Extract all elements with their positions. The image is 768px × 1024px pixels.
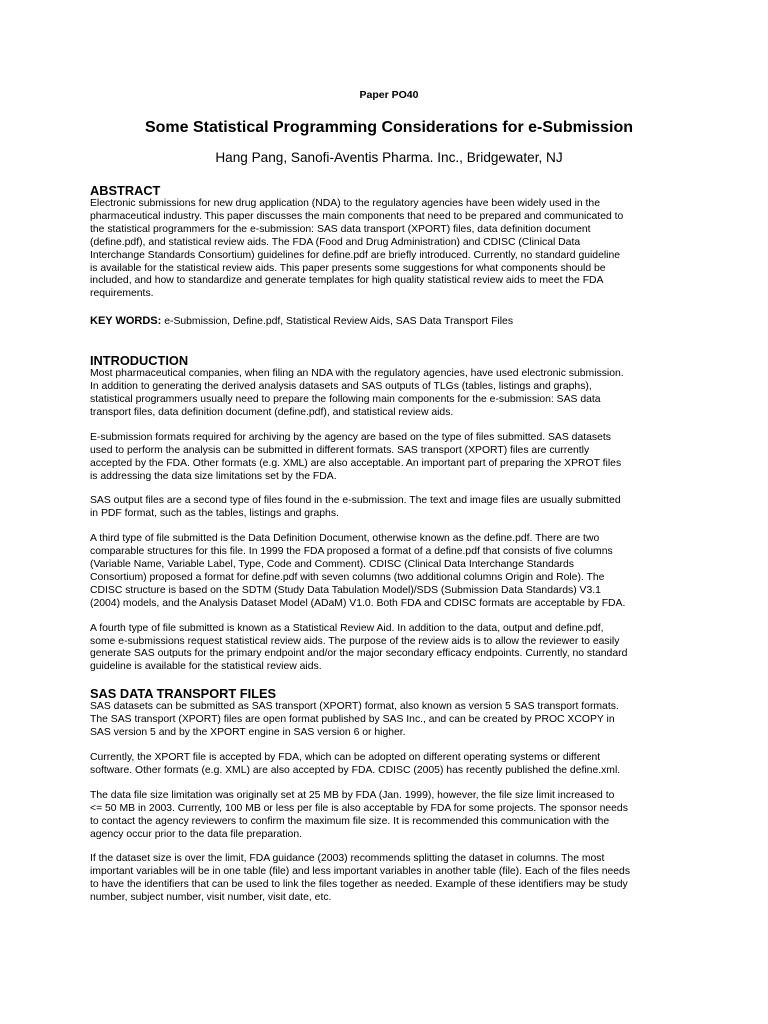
intro-line: SAS output files are a second type of files found in the e-submission. The text and image files are usually submitted: [90, 495, 621, 507]
abstract-line: the statistical programmers for the e-submission: SAS data transport (XPORT) files, data definition document: [90, 223, 591, 235]
transport-heading: SAS DATA TRANSPORT FILES: [90, 686, 277, 702]
introduction-section: [90, 353, 688, 674]
intro-line: is addressing the data size limitations set by the FDA.: [90, 470, 337, 482]
intro-line: CDISC structure is based on the SDTM (Study Data Tabulation Model)/SDS (Submission Data Standards) V3.1: [90, 584, 601, 596]
transport-line: to contact the agency reviewers to confirm the maximum file size. It is recommended this communication with the: [90, 815, 610, 827]
transport-line: If the dataset size is over the limit, FDA guidance (2003) recommends splitting the dataset in columns. The most: [90, 853, 605, 865]
intro-line: comparable structures for this file. In 1999 the FDA proposed a format of a define.pdf that consists of five columns: [90, 546, 613, 558]
transport-paragraph: [90, 853, 688, 905]
abstract-paragraph: [90, 198, 688, 301]
abstract-line: requirements.: [90, 288, 154, 300]
paper-number: Paper PO40: [359, 89, 419, 101]
abstract-line: included, and how to standardize and generate templates for high quality statistical review aids to meet the FDA: [90, 275, 604, 287]
transport-line: number, subject number, visit number, visit date, etc.: [90, 892, 332, 904]
intro-paragraph: [90, 495, 688, 521]
abstract-section: [90, 183, 688, 301]
intro-paragraph: [90, 432, 688, 484]
transport-paragraph: [90, 701, 688, 740]
intro-line: statistical programmers usually need to prepare the following main components for the e-submission: SAS data: [90, 393, 601, 405]
author-line: Hang Pang, Sanofi-Aventis Pharma. Inc., Bridgewater, NJ: [215, 150, 563, 165]
intro-line: some e-submissions request statistical review aids. The purpose of the review aids is to allow the reviewer to easily: [90, 635, 620, 647]
transport-line: The data file size limitation was originally set at 25 MB by FDA (Jan. 1999), however, the file size limit increased to: [90, 789, 615, 801]
abstract-line: (define.pdf), and statistical review aids. The FDA (Food and Drug Administration) and CDISC (Clinical Data: [90, 236, 581, 248]
intro-line: (2004) models, and the Analysis Dataset Model (ADaM) V1.0. Both FDA and CDISC formats are acceptable by FDA.: [90, 597, 626, 609]
intro-line: transport files, data definition document (define.pdf), and statistical review aids.: [90, 406, 454, 418]
intro-line: Most pharmaceutical companies, when filing an NDA with the regulatory agencies, have used electronic submission.: [90, 368, 624, 380]
transport-line: Currently, the XPORT file is accepted by FDA, which can be adopted on different operating systems or different: [90, 752, 601, 763]
introduction-heading: INTRODUCTION: [90, 353, 189, 369]
keywords-line: [90, 315, 688, 329]
transport-line: to have the identifiers that can be used to link the files together as needed. Example of these identifiers may be study: [90, 879, 628, 891]
intro-line: used to perform the analysis can be submitted in different formats. SAS transport (XPORT) files are currently: [90, 444, 590, 456]
paper-page: [90, 88, 688, 905]
intro-line: in PDF format, such as the tables, listings and graphs.: [90, 508, 339, 520]
intro-paragraph: [90, 368, 688, 420]
keywords-text: e-Submission, Define.pdf, Statistical Review Aids, SAS Data Transport Files: [161, 316, 514, 328]
intro-line: Consortium) proposed a format for define.pdf with seven columns (two additional columns Origin and Role). The: [90, 571, 605, 583]
intro-line: accepted by the FDA. Other formats (e.g. XML) are also acceptable. An important part of preparing the XPROT files: [90, 457, 622, 469]
abstract-line: Interchange Standards Consortium) guidelines for define.pdf are briefly introduced. Currently, no standard guideline: [90, 249, 621, 261]
intro-line: E-submission formats required for archiving by the agency are based on the type of files submitted. SAS datasets: [90, 431, 611, 443]
keywords-label: KEY WORDS:: [90, 315, 162, 328]
transport-line: SAS datasets can be submitted as SAS transport (XPORT) format, also known as version 5 SAS transport formats.: [90, 701, 619, 713]
intro-line: guideline is available for the statistical review aids.: [90, 661, 322, 673]
transport-line: agency occur prior to the data file preparation.: [90, 828, 302, 840]
transport-line: <= 50 MB in 2003. Currently, 100 MB or less per file is also acceptable by FDA for some projects. The sponsor needs: [90, 802, 628, 814]
intro-line: (Variable Name, Variable Label, Type, Code and Comment). CDISC (Clinical Data Interchange Standards: [90, 559, 574, 571]
transport-section: [90, 686, 688, 905]
intro-paragraph: [90, 533, 688, 610]
intro-line: In addition to generating the derived analysis datasets and SAS outputs of TLGs (tables, listings and graphs),: [90, 381, 592, 393]
intro-line: A fourth type of file submitted is known as a Statistical Review Aid. In addition to the data, output and define.pdf,: [90, 622, 604, 634]
abstract-line: pharmaceutical industry. This paper discusses the main components that need to be prepared and communicated to: [90, 210, 624, 222]
transport-line: software. Other formats (e.g. XML) are also accepted by FDA. CDISC (2005) has recently published the define.xml.: [90, 764, 621, 776]
intro-line: A third type of file submitted is the Data Definition Document, otherwise known as the define.pdf. There are two: [90, 533, 600, 545]
paper-title: Some Statistical Programming Considerations for e-Submission: [144, 119, 634, 136]
transport-line: The SAS transport (XPORT) files are open format published by SAS Inc., and can be created by PROC XCOPY in: [90, 714, 615, 726]
intro-paragraph: [90, 623, 688, 675]
transport-line: SAS version 5 and by the XPORT engine in SAS version 6 or higher.: [90, 727, 406, 739]
transport-paragraph: [90, 752, 688, 778]
transport-line: important variables will be in one table (file) and less important variables in another table (file). Each of the files needs: [90, 866, 631, 878]
abstract-line: Electronic submissions for new drug application (NDA) to the regulatory agencies have been widely used in the: [90, 198, 600, 209]
intro-line: generate SAS outputs for the primary endpoint and/or the major secondary efficacy endpoints. Currently, no standard: [90, 648, 628, 660]
transport-paragraph: [90, 790, 688, 842]
abstract-heading: ABSTRACT: [90, 183, 161, 198]
abstract-line: is available for the statistical review aids. This paper presents some suggestions for what components should be: [90, 262, 606, 274]
